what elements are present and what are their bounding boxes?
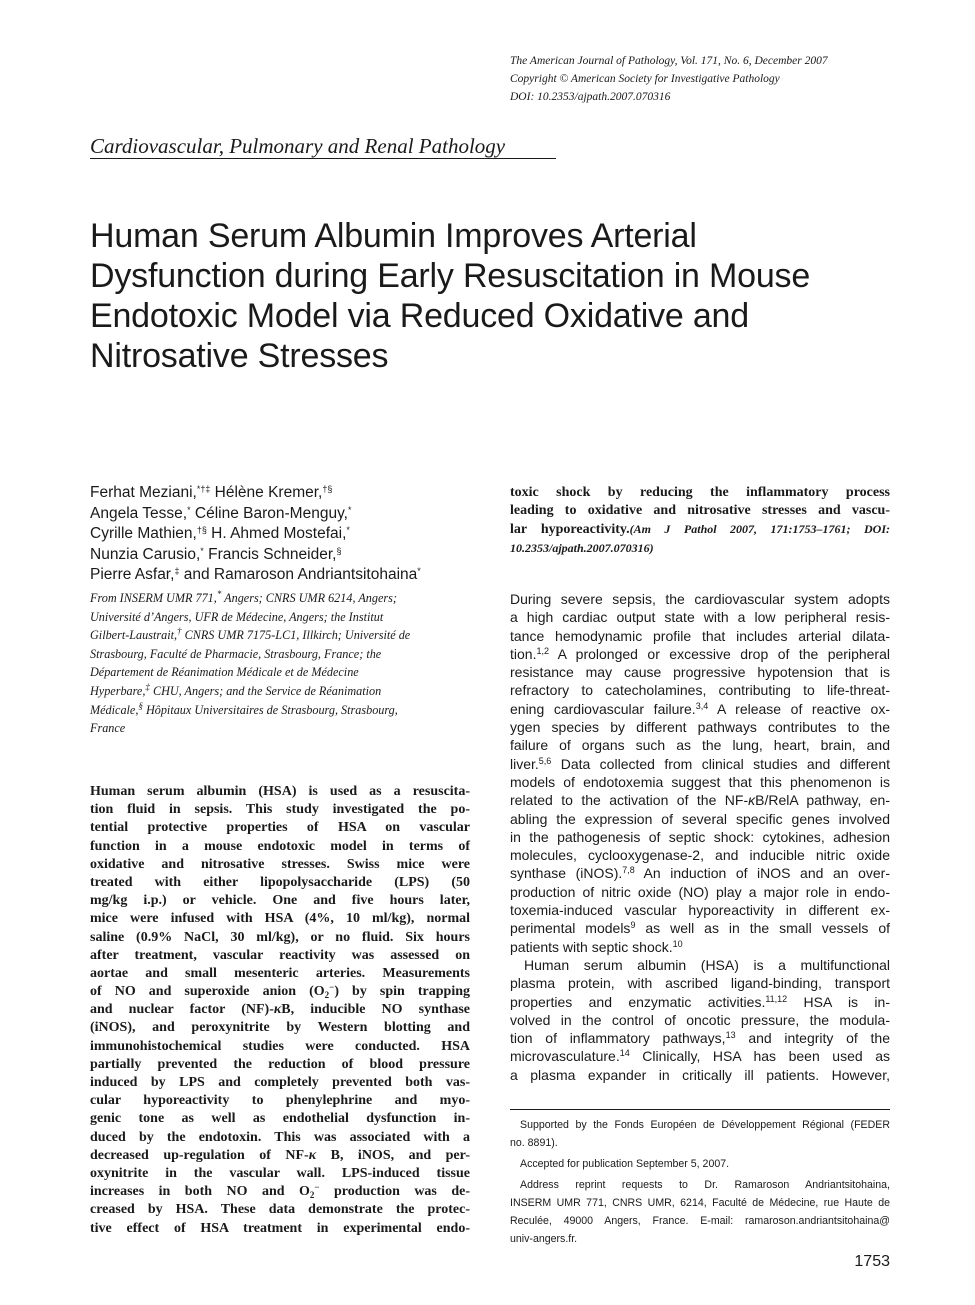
footnote-line: Accepted for publication September 5, 2007.: [520, 1158, 730, 1170]
section-heading: Cardiovascular, Pulmonary and Renal Pathology: [90, 134, 506, 158]
body-line: toxemia-induced vascular hyporeactivity in different ex-: [510, 902, 890, 919]
body-line: perimental models$^9$ as well as in the small vessels of: [510, 920, 890, 937]
body-line: failure of organs such as the lung, heart, brain, and: [510, 737, 890, 754]
body-line: resistance may cause progressive hypotension that is: [510, 664, 890, 681]
abstract-line: cular hyporeactivity to phenylephrine and myo-: [90, 1093, 470, 1109]
abstract-line: after treatment, vascular reactivity was assessed on: [90, 947, 470, 963]
footnote-divider: [510, 1109, 890, 1110]
body-line: models of endotoxemia suggest that this phenomenon is: [510, 773, 890, 790]
body-line: a plasma expander in critically ill patients. However,: [510, 1066, 890, 1083]
body-text: [510, 590, 890, 1084]
citation-reference: (Am J Pathol 2007, 171:1753–1761; DOI:: [629, 522, 890, 537]
title-line: Dysfunction during Early Resuscitation in Mouse: [90, 257, 811, 295]
abstract-line: induced by LPS and completely prevented both vas-: [90, 1075, 470, 1090]
affiliation-line: Université d’Angers, UFR de Médecine, Angers; the Institut: [90, 609, 384, 624]
body-line: a high cardiac output state with a low peripheral resis-: [510, 609, 890, 626]
article-title: [90, 216, 910, 376]
footnote-line: INSERM UMR 771, CNRS UMR, 6214, Faculté de Médecine, rue Haute de: [510, 1197, 890, 1209]
body-line: molecules, cyclooxygenase-2, and inducible nitric oxide: [510, 847, 890, 864]
affiliation-line: Hyperbare,‡ CHU, Angers; and the Service de Réanimation: [90, 681, 382, 698]
section-underline: [90, 158, 556, 159]
body-line: ygen species by different pathways contributes to the: [510, 719, 890, 736]
body-line: Human serum albumin (HSA) is a multifunctional: [524, 956, 890, 973]
footnote-line: no. 8891).: [510, 1137, 558, 1149]
body-line: microvasculature.$^{14}$ Clinically, HSA has been used as: [510, 1048, 890, 1065]
affiliation-line: Médicale,§ Hôpitaux Universitaires de Strasbourg, Strasbourg,: [90, 700, 398, 717]
citation-doi: 10.2353/ajpath.2007.070316): [510, 540, 654, 555]
journal-copyright: Copyright © American Society for Investigative Pathology: [510, 73, 780, 85]
journal-doi: DOI: 10.2353/ajpath.2007.070316: [510, 91, 671, 103]
title-line: Nitrosative Stresses: [90, 337, 389, 375]
body-line: volved in the control of oncotic pressure, the modula-: [510, 1011, 890, 1028]
abstract-line: treated with either lipopolysaccharide (LPS) (50: [90, 874, 470, 890]
abstract-line: Human serum albumin (HSA) is used as a resuscita-: [90, 784, 470, 799]
body-line: tion.$^{1,2}$ A prolonged or excessive drop of the peripheral: [510, 645, 890, 662]
abstract-line: partially prevented the reduction of blood pressure: [90, 1056, 470, 1072]
body-line: properties and enzymatic activities.$^{11,12}$ HSA is in-: [510, 993, 890, 1010]
affiliation-line: France: [90, 721, 126, 736]
abstract-line: function in a mouse endotoxic model in terms of: [90, 838, 470, 854]
abstract-line: tion fluid in sepsis. This study investigated the po-: [90, 802, 470, 818]
abstract-line: duced by the endotoxin. This was associated with a: [90, 1129, 470, 1145]
affiliation-line: Gilbert-Laustrait,† CNRS UMR 7175-LC1, Illkirch; Université de: [90, 626, 411, 643]
footnote-line: Supported by the Fonds Européen de Développement Régional (FEDER: [520, 1119, 890, 1131]
affiliation-line: From INSERM UMR 771,* Angers; CNRS UMR 6214, Angers;: [90, 589, 397, 605]
body-line: ening cardiovascular failure.$^{3,4}$ A release of reactive ox-: [510, 700, 890, 717]
abstract-line: immunohistochemical studies were conducted. HSA: [90, 1038, 470, 1054]
abstract-line: increases in both NO and $O_2^-$ production was de-: [90, 1182, 471, 1201]
author-line: Angela Tesse,* Céline Baron-Menguy,*: [90, 504, 352, 522]
footnote-line: univ-angers.fr.: [510, 1233, 578, 1245]
footnotes: [510, 1116, 890, 1248]
title-line: Endotoxic Model via Reduced Oxidative and: [90, 297, 749, 335]
body-line: production of nitric oxide (NO) play a major role in endo-: [510, 883, 890, 900]
page-number: 1753: [854, 1253, 890, 1270]
abstract-line: toxic shock by reducing the inflammatory process: [510, 485, 890, 500]
journal-header: [510, 52, 950, 106]
author-list: [90, 483, 490, 586]
abstract-continuation: [510, 484, 890, 557]
author-line: Pierre Asfar,‡ and Ramaroson Andriantsitohaina*: [90, 566, 421, 584]
affiliation-line: Département de Réanimation Médicale et de Médecine: [90, 665, 359, 680]
body-line: abling the expression of several specific genes involved: [510, 810, 890, 827]
body-line: synthase (iNOS).$^{7,8}$ An induction of iNOS and an over-: [510, 865, 890, 882]
author-line: Ferhat Meziani,*†‡ Hélène Kremer,†§: [90, 484, 333, 501]
footnote-line: Address reprint requests to Dr. Ramaroson Andriantsitohaina,: [520, 1179, 890, 1191]
abstract-line: decreased up-regulation of NF-κ B, iNOS, and per-: [90, 1147, 470, 1163]
author-line: Nunzia Carusio,* Francis Schneider,§: [90, 545, 342, 563]
author-line: Cyrille Mathien,†§ H. Ahmed Mostefai,*: [90, 525, 350, 543]
body-line: in the pathogenesis of septic shock: cytokines, adhesion: [510, 828, 890, 845]
body-line: tance hemodynamic profile that includes arterial dilata-: [510, 627, 890, 644]
abstract-line: creased by HSA. These data demonstrate the protec-: [90, 1202, 470, 1218]
abstract-line: mg/kg i.p.) or vehicle. One and five hours later,: [90, 893, 470, 909]
body-line: related to the activation of the NF-κB/RelA pathway, en-: [510, 792, 891, 809]
footnote-line: Reculée, 49000 Angers, France. E-mail: ramaroson.andriantsitohaina@: [510, 1215, 890, 1227]
abstract-line: oxidative and nitrosative stresses. Swiss mice were: [90, 856, 470, 872]
affiliations: [90, 589, 490, 738]
abstract-line: and nuclear factor (NF)-κB, inducible NO synthase: [90, 1002, 470, 1018]
abstract-line: oxynitrite in the vascular wall. LPS-induced tissue: [90, 1165, 470, 1181]
abstract-line: leading to oxidative and nitrosative stresses and vascu-: [510, 503, 890, 519]
abstract-line: aortae and small mesenteric arteries. Measurements: [90, 965, 470, 981]
abstract-line: mice were infused with HSA (4%, 10 ml/kg), normal: [90, 911, 470, 927]
abstract-line: genic tone as well as endothelial dysfunction in-: [90, 1111, 470, 1127]
abstract: [90, 783, 470, 1238]
abstract-line: of NO and superoxide anion $(O_2^-)$ by spin trapping: [90, 982, 470, 1001]
body-line: patients with septic shock.$^{10}$: [510, 938, 683, 955]
body-line: plasma protein, with ascribed ligand-binding, transport: [510, 975, 890, 992]
abstract-line: tential protective properties of HSA on vascular: [90, 820, 470, 836]
body-line: During severe sepsis, the cardiovascular system adopts: [510, 591, 890, 607]
body-line: refractory to catecholamines, contributing to life-threat-: [510, 682, 890, 699]
affiliation-line: Strasbourg, Faculté de Pharmacie, Strasbourg, France; the: [90, 646, 382, 661]
journal-citation: The American Journal of Pathology, Vol. 171, No. 6, December 2007: [510, 55, 828, 67]
abstract-line: (iNOS), and peroxynitrite by Western blotting and: [90, 1020, 470, 1036]
abstract-line: saline (0.9% NaCl, 30 ml/kg), or no fluid. Six hours: [90, 929, 470, 945]
title-line: Human Serum Albumin Improves Arterial: [90, 217, 697, 255]
abstract-line: lar hyporeactivity.(Am J Pathol 2007, 171:1753–1761; DOI:: [510, 522, 890, 538]
body-line: liver.$^{5,6}$ Data collected from clinical studies and different: [510, 755, 890, 772]
body-line: tion of inflammatory pathways,$^{13}$ and integrity of the: [510, 1030, 890, 1047]
abstract-line: tive effect of HSA treatment in experimental endo-: [90, 1220, 470, 1236]
